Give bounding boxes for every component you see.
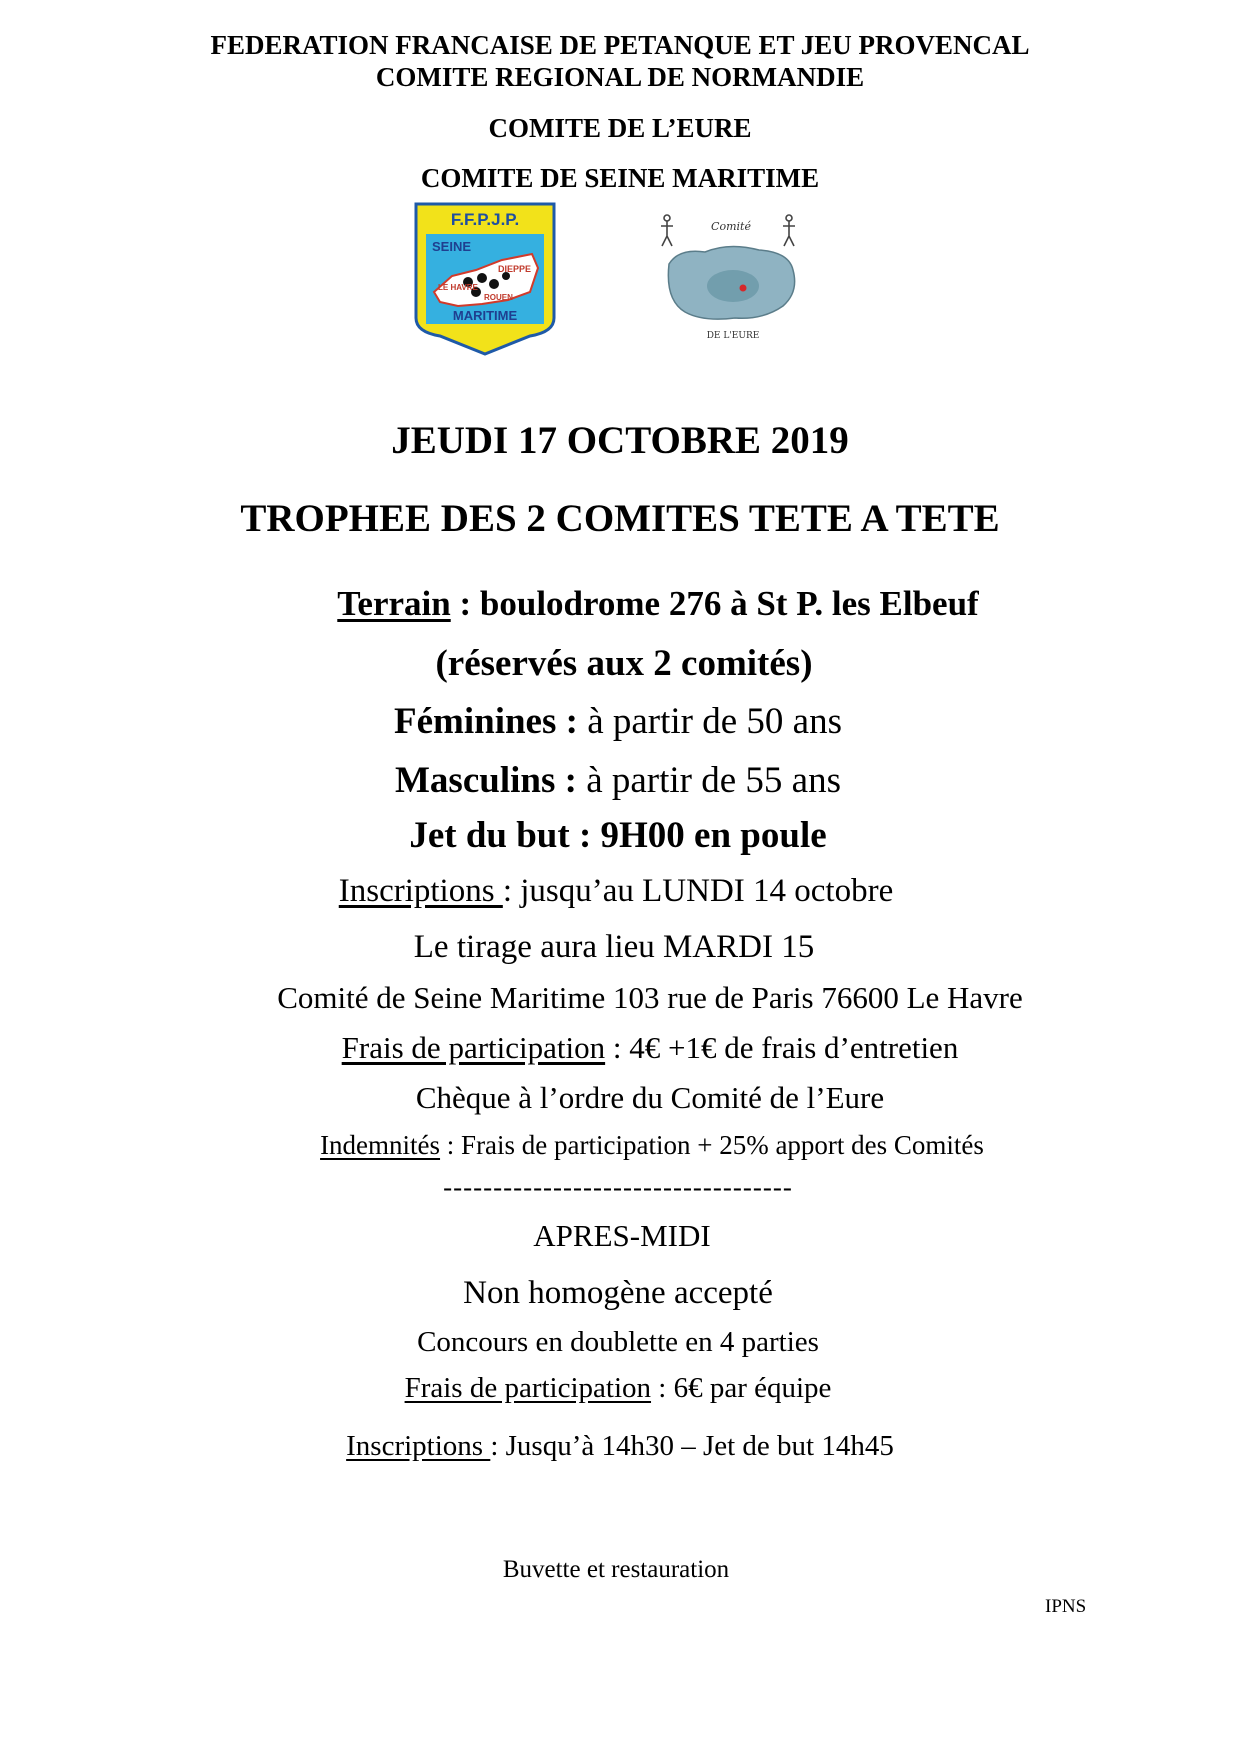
masculins-value: à partir de 55 ans — [586, 760, 841, 801]
concours-line: Concours en doublette en 4 parties — [417, 1326, 819, 1358]
frais-label: Frais de participation — [341, 1030, 606, 1065]
inscriptions-value: : jusqu’au LUNDI 14 octobre — [502, 873, 894, 909]
afternoon-title: APRES-MIDI — [533, 1218, 711, 1253]
indemnites-label: Indemnités — [320, 1130, 441, 1160]
terrain-line — [337, 584, 978, 624]
afternoon-inscriptions-line — [346, 1430, 894, 1463]
logo-dieppe-text: DIEPPE — [498, 264, 532, 274]
masculins-label: Masculins : — [395, 760, 587, 801]
terrain-value: : boulodrome 276 à St P. les Elbeuf — [450, 584, 979, 623]
ipns-mark: IPNS — [1045, 1596, 1087, 1617]
buvette-line: Buvette et restauration — [502, 1556, 730, 1583]
address-line: Comité de Seine Maritime 103 rue de Paris 76600 Le Havre — [277, 980, 1023, 1015]
masculins-line — [395, 759, 841, 802]
feminines-value: à partir de 50 ans — [587, 701, 842, 742]
frais-value: : 4€ +1€ de frais d’entretien — [605, 1030, 959, 1065]
afternoon-frais-line — [405, 1372, 832, 1405]
jet-du-but: Jet du but : 9H00 en poule — [409, 815, 827, 856]
event-title: TROPHEE DES 2 COMITES TETE A TETE — [240, 497, 1000, 540]
logo-comite-text: Comité — [711, 220, 751, 233]
afternoon-inscriptions-value: : Jusqu’à 14h30 – Jet de but 14h45 — [490, 1430, 894, 1462]
cheque-line: Chèque à l’ordre du Comité de l’Eure — [415, 1080, 885, 1115]
afternoon-frais-value: : 6€ par équipe — [651, 1372, 832, 1404]
frais-line — [342, 1030, 959, 1066]
logo-rouen-text: ROUEN — [484, 293, 513, 302]
inscriptions-label: Inscriptions — [338, 873, 503, 909]
indemnites-line — [320, 1130, 984, 1161]
regional-committee-title: COMITE REGIONAL DE NORMANDIE — [375, 62, 865, 92]
logo-ffpjp-text: F.F.P.J.P. — [450, 210, 520, 229]
logo-de-eure-text: DE L'EURE — [706, 331, 760, 341]
event-date: JEUDI 17 OCTOBRE 2019 — [391, 419, 849, 462]
indemnites-value: : Frais de participation + 25% apport des Comités — [440, 1130, 984, 1160]
tirage-line: Le tirage aura lieu MARDI 15 — [413, 929, 815, 965]
logo-lehavre-text: LE HAVRE — [438, 283, 478, 292]
ffpjp-seine-maritime-logo — [412, 200, 558, 358]
afternoon-inscriptions-label: Inscriptions — [346, 1430, 491, 1462]
eure-committee-title: COMITE DE L’EURE — [488, 113, 752, 143]
logo-maritime-text: MARITIME — [452, 308, 518, 323]
feminines-line — [394, 700, 842, 743]
feminines-label: Féminines : — [394, 701, 588, 742]
afternoon-frais-label: Frais de participation — [404, 1372, 652, 1404]
logo-seine-text: SEINE — [432, 239, 472, 254]
inscriptions-line — [339, 873, 894, 910]
reserved-note: (réservés aux 2 comités) — [435, 643, 813, 684]
seine-committee-title: COMITE DE SEINE MARITIME — [420, 163, 820, 193]
homogene-line: Non homogène accepté — [463, 1275, 773, 1311]
comite-eure-logo — [655, 208, 805, 348]
terrain-label: Terrain — [337, 584, 451, 623]
separator-line: ----------------------------------- — [443, 1172, 793, 1202]
federation-title: FEDERATION FRANCAISE DE PETANQUE ET JEU PROVENCAL — [210, 30, 1030, 60]
